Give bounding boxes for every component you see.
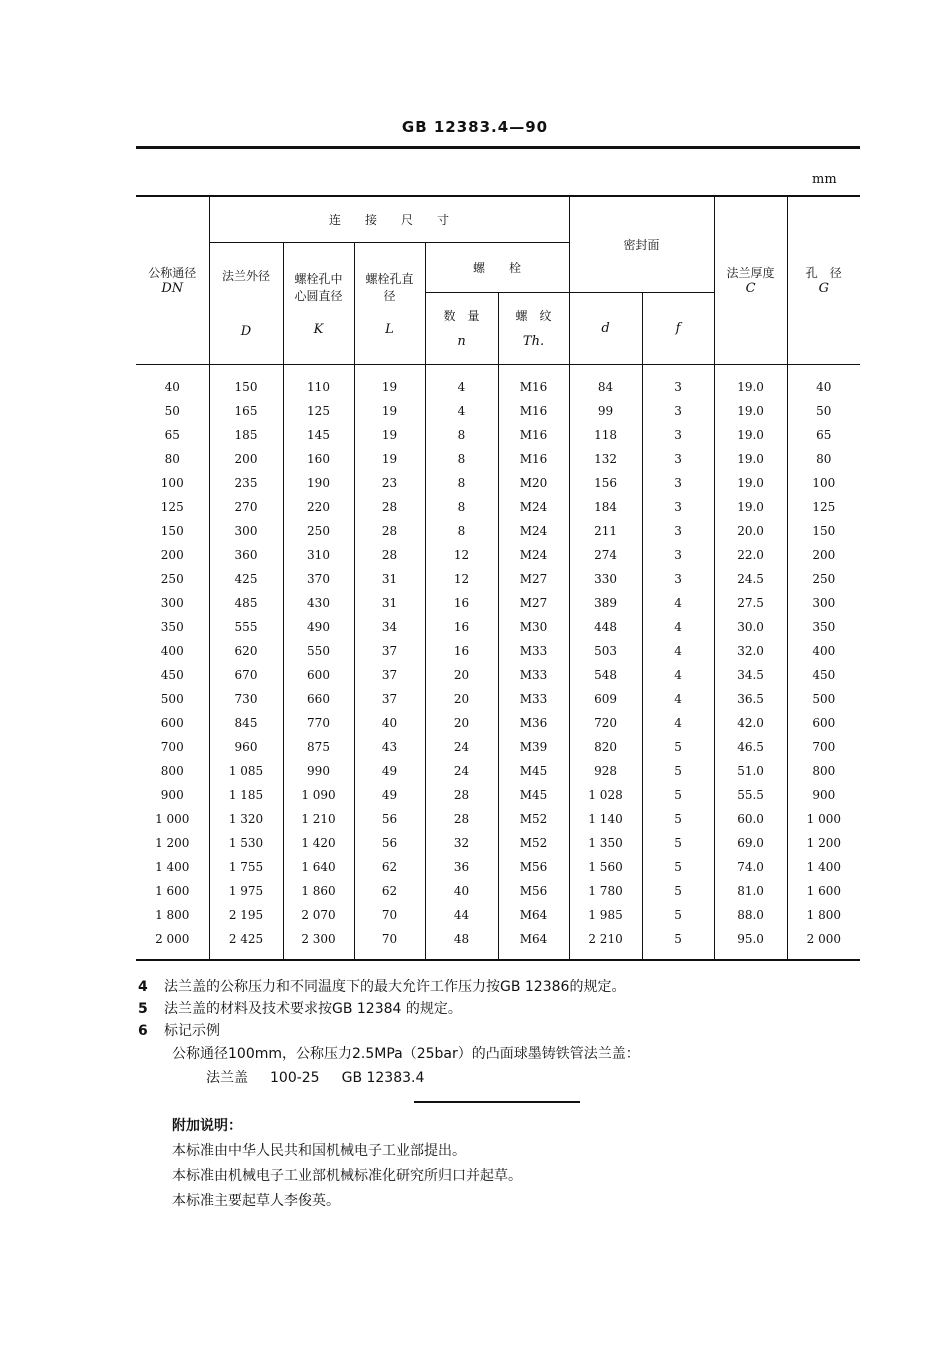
cell-hole-diameter: 300 (787, 591, 860, 615)
header-hole-diameter: 孔 径 G (787, 196, 860, 364)
cell-thickness: 34.5 (714, 663, 787, 687)
cell-bolt-count: 20 (425, 711, 498, 735)
cell-bolt-count: 8 (425, 519, 498, 543)
cell-thickness: 30.0 (714, 615, 787, 639)
cell-bolt-circle: 660 (283, 687, 354, 711)
cell-dn: 600 (160, 715, 184, 730)
cell-bolt-circle: 875 (283, 735, 354, 759)
cell-hole-diameter: 350 (787, 615, 860, 639)
cell-dn: 65 (164, 427, 180, 442)
table-row (136, 663, 860, 687)
cell-bolt-circle: 430 (283, 591, 354, 615)
cell-thickness: 74.0 (714, 855, 787, 879)
cell-bolt-hole: 31 (354, 591, 425, 615)
cell-bolt-hole: 31 (354, 567, 425, 591)
table-row (136, 364, 860, 399)
cell-seal-d: 609 (569, 687, 642, 711)
cell-thread: M24 (498, 495, 569, 519)
cell-bolt-hole: 23 (354, 471, 425, 495)
cell-bolt-count: 8 (425, 423, 498, 447)
cell-outer-diameter: 1 085 (209, 759, 283, 783)
cell-outer-diameter: 960 (209, 735, 283, 759)
cell-seal-f: 3 (642, 567, 714, 591)
cell-seal-f: 3 (642, 399, 714, 423)
cell-thickness: 19.0 (714, 399, 787, 423)
table-row (136, 759, 860, 783)
cell-bolt-count: 40 (425, 879, 498, 903)
cell-seal-d: 184 (569, 495, 642, 519)
cell-dn: 150 (160, 523, 184, 538)
header-bolt-count: 数 量 n (425, 292, 498, 364)
table-row (136, 639, 860, 663)
cell-dn: 350 (160, 619, 184, 634)
cell-thread: M64 (498, 903, 569, 927)
table-row (136, 495, 860, 519)
cell-seal-f: 3 (642, 364, 714, 399)
header-seal-d: d (569, 292, 642, 364)
header-thread: 螺 纹 Th. (498, 292, 569, 364)
cell-seal-d: 99 (569, 399, 642, 423)
cell-bolt-hole: 43 (354, 735, 425, 759)
cell-thickness: 24.5 (714, 567, 787, 591)
table-row (136, 903, 860, 927)
cell-bolt-hole: 56 (354, 831, 425, 855)
cell-dn: 1 200 (155, 835, 190, 850)
cell-seal-d: 1 350 (569, 831, 642, 855)
table-row (136, 735, 860, 759)
notes-section (138, 976, 640, 1090)
cell-hole-diameter: 500 (787, 687, 860, 711)
appendix-section (172, 1114, 522, 1214)
cell-bolt-hole: 28 (354, 543, 425, 567)
header-dn: 公称通径 DN (136, 196, 209, 364)
cell-seal-d: 389 (569, 591, 642, 615)
cell-seal-f: 5 (642, 735, 714, 759)
table-row (136, 687, 860, 711)
cell-dn: 50 (164, 403, 180, 418)
cell-seal-f: 3 (642, 519, 714, 543)
cell-thread: M33 (498, 687, 569, 711)
cell-thickness: 69.0 (714, 831, 787, 855)
cell-outer-diameter: 270 (209, 495, 283, 519)
appendix-title: 附加说明： (172, 1118, 242, 1134)
table-row (136, 615, 860, 639)
cell-bolt-hole: 28 (354, 519, 425, 543)
cell-outer-diameter: 200 (209, 447, 283, 471)
cell-bolt-count: 28 (425, 783, 498, 807)
note-5: 5 法兰盖的材料及技术要求按GB 12384 的规定。 (138, 1001, 462, 1017)
cell-thickness: 95.0 (714, 927, 787, 960)
cell-hole-diameter: 100 (787, 471, 860, 495)
cell-hole-diameter: 1 800 (787, 903, 860, 927)
table-row (136, 711, 860, 735)
cell-thread: M33 (498, 639, 569, 663)
cell-bolt-circle: 2 070 (283, 903, 354, 927)
cell-bolt-circle: 145 (283, 423, 354, 447)
table-row (136, 831, 860, 855)
cell-dn: 700 (160, 739, 184, 754)
cell-outer-diameter: 300 (209, 519, 283, 543)
cell-thread: M16 (498, 399, 569, 423)
marking-example-code: 法兰盖 100-25 GB 12383.4 (206, 1070, 425, 1086)
cell-seal-d: 820 (569, 735, 642, 759)
cell-bolt-circle: 250 (283, 519, 354, 543)
cell-dn: 300 (160, 595, 184, 610)
cell-seal-f: 5 (642, 759, 714, 783)
cell-dn: 125 (160, 499, 184, 514)
cell-hole-diameter: 1 200 (787, 831, 860, 855)
cell-hole-diameter: 125 (787, 495, 860, 519)
cell-outer-diameter: 845 (209, 711, 283, 735)
cell-seal-f: 3 (642, 447, 714, 471)
cell-bolt-circle: 990 (283, 759, 354, 783)
cell-dn: 40 (164, 379, 180, 394)
cell-bolt-hole: 34 (354, 615, 425, 639)
cell-seal-f: 5 (642, 927, 714, 960)
cell-seal-d: 1 560 (569, 855, 642, 879)
cell-bolt-hole: 37 (354, 663, 425, 687)
cell-bolt-hole: 19 (354, 364, 425, 399)
cell-thread: M27 (498, 567, 569, 591)
flange-dimension-table (136, 195, 860, 961)
header-rule (136, 146, 860, 149)
cell-thickness: 60.0 (714, 807, 787, 831)
cell-thickness: 36.5 (714, 687, 787, 711)
header-thickness: 法兰厚度 C (714, 196, 787, 364)
cell-bolt-circle: 220 (283, 495, 354, 519)
table-row (136, 807, 860, 831)
cell-bolt-hole: 70 (354, 927, 425, 960)
cell-bolt-circle: 125 (283, 399, 354, 423)
cell-seal-f: 5 (642, 855, 714, 879)
header-bolt-group: 螺 栓 (425, 242, 569, 292)
cell-thickness: 19.0 (714, 423, 787, 447)
cell-thread: M27 (498, 591, 569, 615)
cell-seal-f: 3 (642, 471, 714, 495)
cell-bolt-hole: 19 (354, 423, 425, 447)
cell-dn: 100 (160, 475, 184, 490)
cell-bolt-circle: 160 (283, 447, 354, 471)
cell-bolt-circle: 600 (283, 663, 354, 687)
cell-dn: 80 (164, 451, 180, 466)
cell-thickness: 19.0 (714, 447, 787, 471)
cell-seal-f: 5 (642, 807, 714, 831)
cell-bolt-count: 20 (425, 663, 498, 687)
cell-bolt-count: 16 (425, 591, 498, 615)
cell-seal-f: 4 (642, 711, 714, 735)
cell-outer-diameter: 2 425 (209, 927, 283, 960)
cell-seal-f: 3 (642, 423, 714, 447)
cell-thickness: 22.0 (714, 543, 787, 567)
table-row (136, 519, 860, 543)
cell-thickness: 42.0 (714, 711, 787, 735)
cell-outer-diameter: 150 (209, 364, 283, 399)
cell-outer-diameter: 730 (209, 687, 283, 711)
table-row (136, 471, 860, 495)
cell-thread: M16 (498, 423, 569, 447)
cell-bolt-circle: 550 (283, 639, 354, 663)
cell-hole-diameter: 700 (787, 735, 860, 759)
cell-outer-diameter: 360 (209, 543, 283, 567)
cell-thread: M45 (498, 783, 569, 807)
cell-hole-diameter: 1 600 (787, 879, 860, 903)
cell-outer-diameter: 1 320 (209, 807, 283, 831)
table-row (136, 855, 860, 879)
header-seal-f: f (642, 292, 714, 364)
cell-bolt-count: 16 (425, 639, 498, 663)
cell-thread: M36 (498, 711, 569, 735)
cell-bolt-count: 36 (425, 855, 498, 879)
cell-thread: M16 (498, 364, 569, 399)
cell-outer-diameter: 1 755 (209, 855, 283, 879)
unit-label: mm (812, 172, 837, 187)
cell-dn: 400 (160, 643, 184, 658)
cell-seal-d: 211 (569, 519, 642, 543)
cell-hole-diameter: 2 000 (787, 927, 860, 960)
cell-thread: M30 (498, 615, 569, 639)
cell-seal-d: 1 780 (569, 879, 642, 903)
cell-outer-diameter: 185 (209, 423, 283, 447)
cell-dn: 1 600 (155, 883, 190, 898)
cell-bolt-count: 8 (425, 447, 498, 471)
cell-seal-f: 4 (642, 639, 714, 663)
cell-thickness: 55.5 (714, 783, 787, 807)
cell-hole-diameter: 150 (787, 519, 860, 543)
cell-hole-diameter: 800 (787, 759, 860, 783)
cell-seal-d: 132 (569, 447, 642, 471)
cell-seal-f: 5 (642, 831, 714, 855)
cell-thickness: 20.0 (714, 519, 787, 543)
cell-dn: 900 (160, 787, 184, 802)
cell-hole-diameter: 65 (787, 423, 860, 447)
cell-bolt-count: 28 (425, 807, 498, 831)
cell-outer-diameter: 2 195 (209, 903, 283, 927)
cell-bolt-circle: 770 (283, 711, 354, 735)
cell-thread: M33 (498, 663, 569, 687)
cell-seal-d: 330 (569, 567, 642, 591)
cell-bolt-count: 8 (425, 471, 498, 495)
table-row (136, 927, 860, 960)
cell-seal-f: 5 (642, 879, 714, 903)
cell-hole-diameter: 450 (787, 663, 860, 687)
cell-outer-diameter: 1 185 (209, 783, 283, 807)
cell-hole-diameter: 900 (787, 783, 860, 807)
cell-thread: M52 (498, 831, 569, 855)
cell-hole-diameter: 250 (787, 567, 860, 591)
cell-dn: 1 400 (155, 859, 190, 874)
cell-bolt-circle: 190 (283, 471, 354, 495)
cell-seal-d: 928 (569, 759, 642, 783)
cell-hole-diameter: 400 (787, 639, 860, 663)
note-4: 4 法兰盖的公称压力和不同温度下的最大允许工作压力按GB 12386的规定。 (138, 979, 626, 995)
cell-thickness: 88.0 (714, 903, 787, 927)
cell-seal-f: 4 (642, 591, 714, 615)
cell-seal-d: 503 (569, 639, 642, 663)
cell-thread: M56 (498, 855, 569, 879)
section-divider (414, 1101, 580, 1103)
cell-seal-d: 448 (569, 615, 642, 639)
cell-hole-diameter: 50 (787, 399, 860, 423)
cell-bolt-count: 24 (425, 735, 498, 759)
cell-seal-f: 4 (642, 687, 714, 711)
cell-seal-f: 4 (642, 615, 714, 639)
cell-thickness: 81.0 (714, 879, 787, 903)
cell-bolt-circle: 110 (283, 364, 354, 399)
header-bolt-circle: 螺栓孔中心圆直径 K (283, 242, 354, 364)
cell-bolt-count: 12 (425, 567, 498, 591)
cell-hole-diameter: 1 400 (787, 855, 860, 879)
cell-seal-f: 3 (642, 543, 714, 567)
cell-thickness: 32.0 (714, 639, 787, 663)
cell-bolt-hole: 19 (354, 399, 425, 423)
cell-thickness: 27.5 (714, 591, 787, 615)
cell-bolt-circle: 310 (283, 543, 354, 567)
cell-seal-d: 156 (569, 471, 642, 495)
cell-outer-diameter: 1 530 (209, 831, 283, 855)
cell-seal-f: 4 (642, 663, 714, 687)
cell-seal-d: 84 (569, 364, 642, 399)
cell-bolt-hole: 28 (354, 495, 425, 519)
cell-bolt-count: 12 (425, 543, 498, 567)
cell-bolt-hole: 19 (354, 447, 425, 471)
cell-bolt-circle: 1 640 (283, 855, 354, 879)
cell-bolt-count: 24 (425, 759, 498, 783)
cell-dn: 250 (160, 571, 184, 586)
cell-thickness: 51.0 (714, 759, 787, 783)
cell-outer-diameter: 485 (209, 591, 283, 615)
cell-dn: 1 800 (155, 907, 190, 922)
cell-thread: M45 (498, 759, 569, 783)
cell-bolt-circle: 1 090 (283, 783, 354, 807)
cell-seal-f: 5 (642, 783, 714, 807)
cell-bolt-count: 8 (425, 495, 498, 519)
cell-hole-diameter: 40 (787, 364, 860, 399)
cell-thickness: 19.0 (714, 495, 787, 519)
cell-seal-d: 274 (569, 543, 642, 567)
cell-bolt-count: 32 (425, 831, 498, 855)
cell-dn: 800 (160, 763, 184, 778)
cell-bolt-hole: 70 (354, 903, 425, 927)
cell-seal-d: 1 028 (569, 783, 642, 807)
table-row (136, 783, 860, 807)
cell-bolt-hole: 56 (354, 807, 425, 831)
appendix-line: 本标准由机械电子工业部机械标准化研究所归口并起草。 (172, 1168, 522, 1184)
table-row (136, 399, 860, 423)
cell-bolt-count: 16 (425, 615, 498, 639)
cell-seal-d: 1 985 (569, 903, 642, 927)
cell-dn: 500 (160, 691, 184, 706)
cell-seal-d: 720 (569, 711, 642, 735)
cell-thread: M64 (498, 927, 569, 960)
appendix-line: 本标准由中华人民共和国机械电子工业部提出。 (172, 1143, 466, 1159)
table-row (136, 423, 860, 447)
cell-thread: M20 (498, 471, 569, 495)
cell-thread: M56 (498, 879, 569, 903)
cell-bolt-count: 44 (425, 903, 498, 927)
cell-bolt-hole: 37 (354, 639, 425, 663)
cell-outer-diameter: 165 (209, 399, 283, 423)
cell-dn: 450 (160, 667, 184, 682)
cell-thickness: 19.0 (714, 364, 787, 399)
cell-seal-f: 3 (642, 495, 714, 519)
cell-seal-d: 548 (569, 663, 642, 687)
cell-hole-diameter: 200 (787, 543, 860, 567)
document-header: GB 12383.4—90 (401, 118, 549, 136)
cell-thickness: 46.5 (714, 735, 787, 759)
header-connection-group: 连 接 尺 寸 (209, 196, 569, 242)
appendix-line: 本标准主要起草人李俊英。 (172, 1193, 340, 1209)
cell-bolt-hole: 62 (354, 879, 425, 903)
cell-bolt-circle: 2 300 (283, 927, 354, 960)
cell-outer-diameter: 1 975 (209, 879, 283, 903)
cell-bolt-hole: 62 (354, 855, 425, 879)
cell-dn: 200 (160, 547, 184, 562)
table-row (136, 567, 860, 591)
cell-hole-diameter: 80 (787, 447, 860, 471)
cell-bolt-count: 48 (425, 927, 498, 960)
cell-seal-f: 5 (642, 903, 714, 927)
table-row (136, 879, 860, 903)
cell-dn: 1 000 (155, 811, 190, 826)
cell-thread: M16 (498, 447, 569, 471)
cell-seal-d: 2 210 (569, 927, 642, 960)
cell-bolt-hole: 49 (354, 783, 425, 807)
header-seal-group: 密封面 (569, 196, 714, 292)
cell-outer-diameter: 670 (209, 663, 283, 687)
header-bolt-hole: 螺栓孔直径 L (354, 242, 425, 364)
cell-thread: M52 (498, 807, 569, 831)
cell-outer-diameter: 555 (209, 615, 283, 639)
cell-hole-diameter: 1 000 (787, 807, 860, 831)
cell-bolt-count: 4 (425, 399, 498, 423)
cell-bolt-circle: 1 210 (283, 807, 354, 831)
cell-outer-diameter: 235 (209, 471, 283, 495)
cell-bolt-circle: 370 (283, 567, 354, 591)
cell-bolt-count: 4 (425, 364, 498, 399)
cell-bolt-circle: 1 420 (283, 831, 354, 855)
table-row (136, 543, 860, 567)
cell-thread: M24 (498, 519, 569, 543)
cell-outer-diameter: 425 (209, 567, 283, 591)
table-row (136, 447, 860, 471)
note-6: 6 标记示例 (138, 1023, 220, 1039)
marking-example-text: 公称通径100mm，公称压力2.5MPa（25bar）的凸面球墨铸铁管法兰盖： (172, 1046, 640, 1062)
cell-bolt-count: 20 (425, 687, 498, 711)
table-body (136, 364, 860, 960)
cell-bolt-hole: 37 (354, 687, 425, 711)
table-row (136, 591, 860, 615)
cell-bolt-circle: 1 860 (283, 879, 354, 903)
cell-seal-d: 1 140 (569, 807, 642, 831)
cell-thread: M39 (498, 735, 569, 759)
cell-bolt-circle: 490 (283, 615, 354, 639)
cell-seal-d: 118 (569, 423, 642, 447)
cell-outer-diameter: 620 (209, 639, 283, 663)
cell-bolt-hole: 49 (354, 759, 425, 783)
cell-dn: 2 000 (136, 927, 209, 960)
cell-thickness: 19.0 (714, 471, 787, 495)
cell-thread: M24 (498, 543, 569, 567)
header-outer-diameter: 法兰外径 D (209, 242, 283, 364)
cell-bolt-hole: 40 (354, 711, 425, 735)
cell-hole-diameter: 600 (787, 711, 860, 735)
